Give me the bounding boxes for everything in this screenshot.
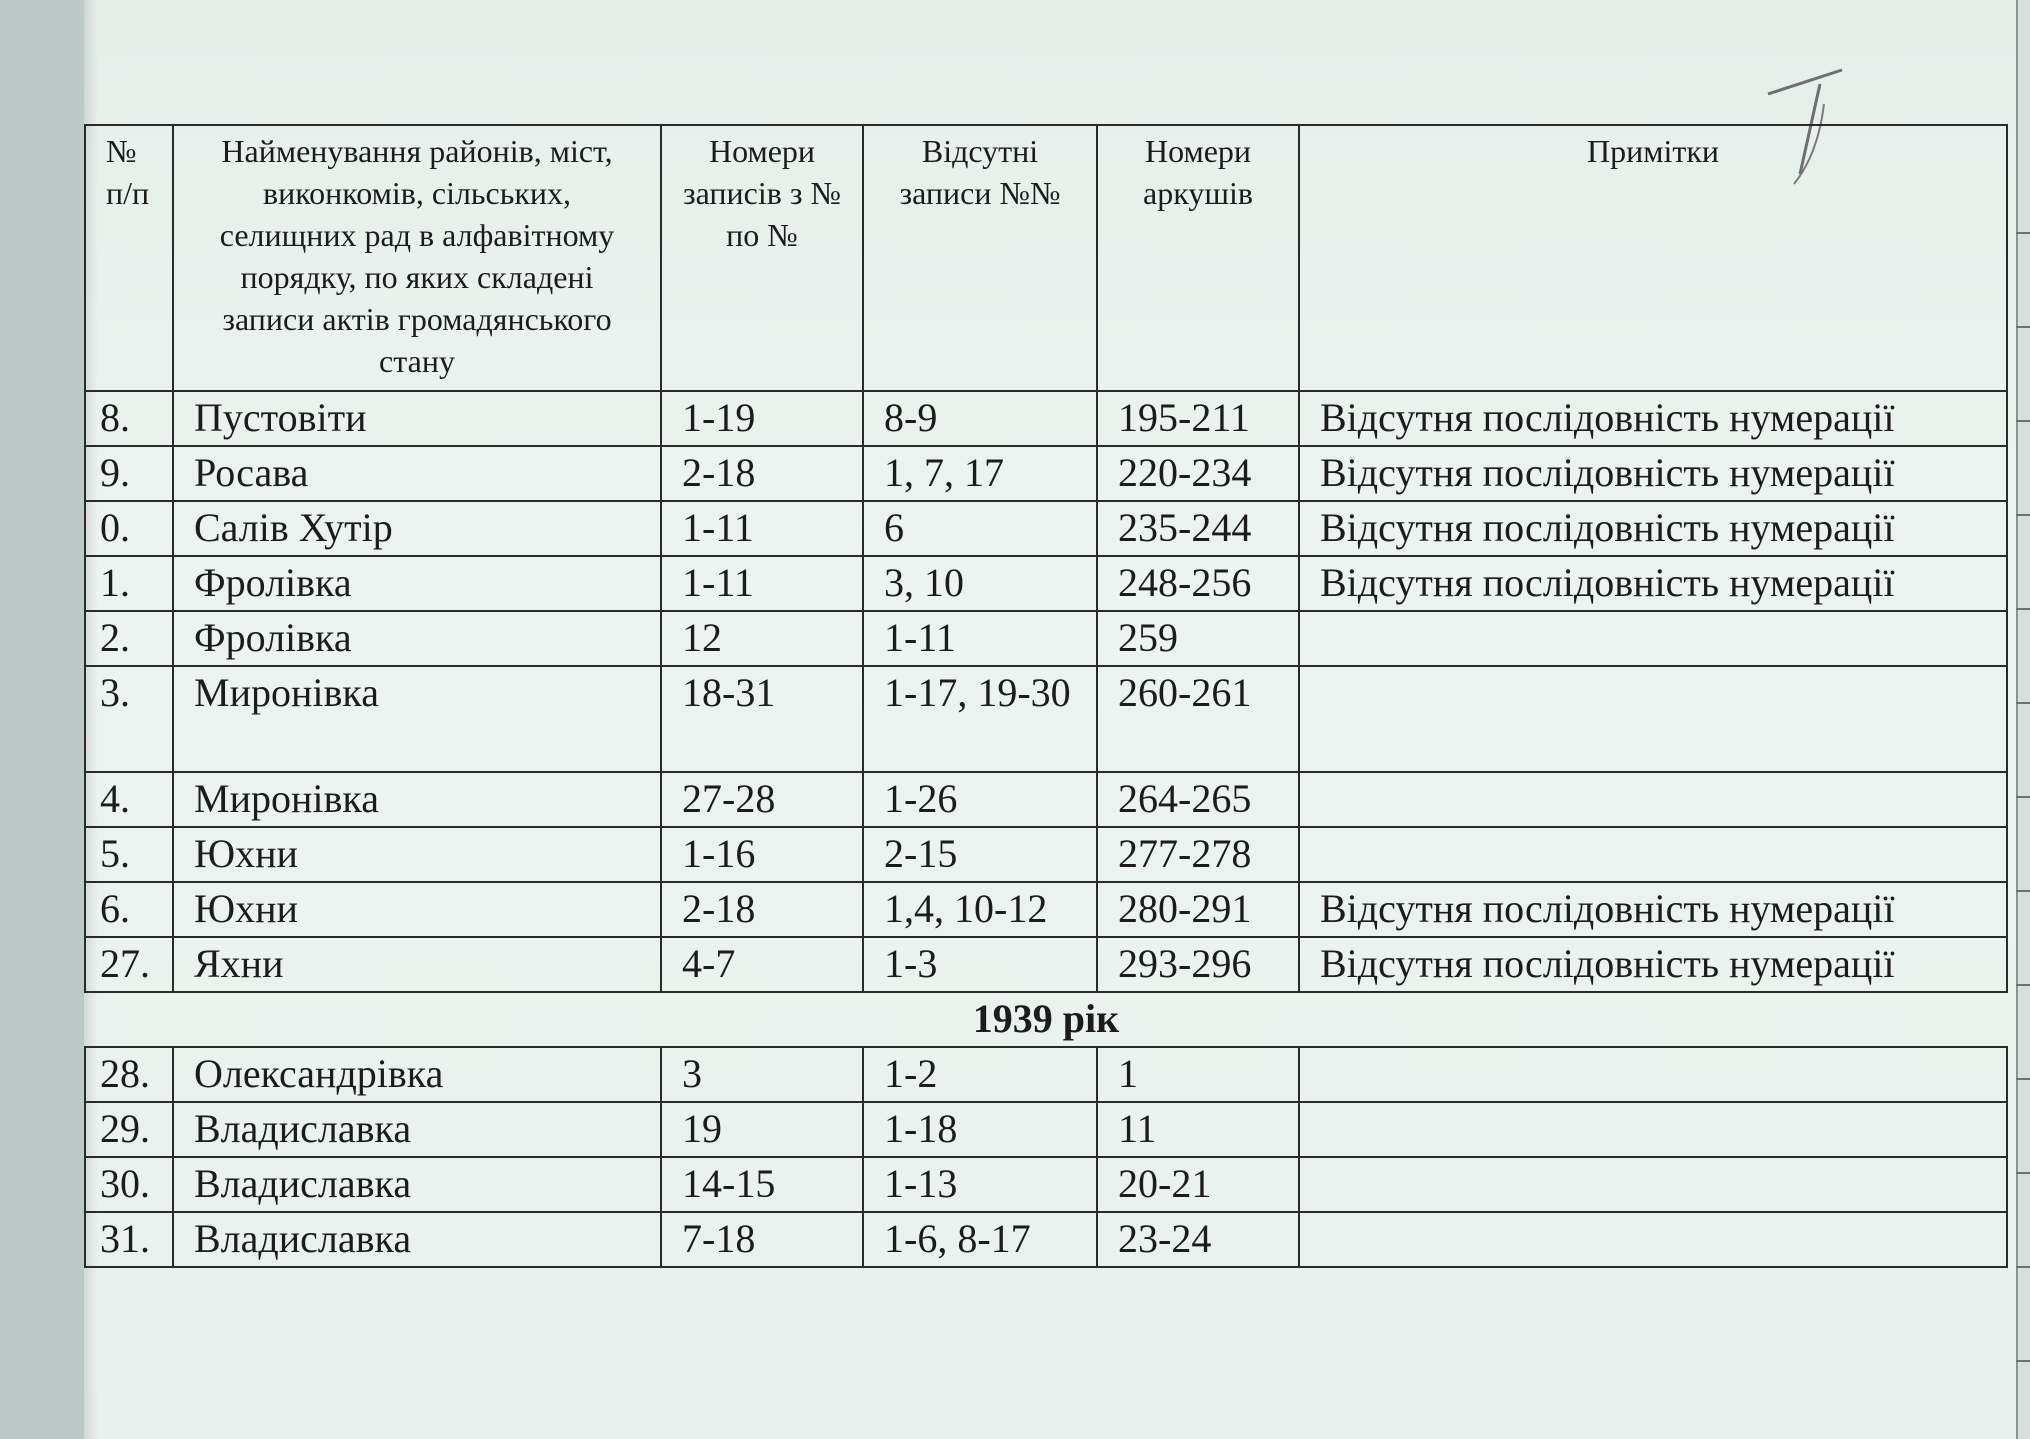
cell-note: Відсутня послідовність нумерації: [1299, 882, 2007, 937]
table-row: [85, 937, 2007, 992]
table-row: [85, 666, 2007, 772]
edge-tick: [2016, 326, 2030, 328]
table-row: [85, 611, 2007, 666]
cell-note: [1299, 827, 2007, 882]
binding-edge: [2016, 0, 2030, 1439]
cell-name: Салів Хутір: [173, 501, 661, 556]
cell-name: Юхни: [173, 882, 661, 937]
cell-number: 1.: [85, 556, 173, 611]
header-sheet-numbers: Номери аркушів: [1097, 125, 1299, 391]
cell-sheets: 195-211: [1097, 391, 1299, 446]
cell-number: 4.: [85, 772, 173, 827]
cell-number: 28.: [85, 1047, 173, 1102]
cell-sheets: 235-244: [1097, 501, 1299, 556]
cell-sheets: 259: [1097, 611, 1299, 666]
cell-missing: 1-17, 19-30: [863, 666, 1097, 772]
cell-note: [1299, 666, 2007, 772]
cell-range: 1-11: [661, 501, 863, 556]
table-row: [85, 501, 2007, 556]
cell-name: Владиславка: [173, 1102, 661, 1157]
cell-range: 12: [661, 611, 863, 666]
cell-missing: 2-15: [863, 827, 1097, 882]
edge-tick: [2016, 420, 2030, 422]
cell-note: [1299, 1102, 2007, 1157]
cell-name: Фролівка: [173, 611, 661, 666]
cell-note: Відсутня послідовність нумерації: [1299, 501, 2007, 556]
cell-range: 7-18: [661, 1212, 863, 1267]
header-name: Найменування районів, міст, виконкомів, сільських, селищних рад в алфавітному порядку, по яких складені записи актів громадянського стану: [173, 125, 661, 391]
table-row: [85, 1212, 2007, 1267]
edge-tick: [2016, 984, 2030, 986]
cell-number: 5.: [85, 827, 173, 882]
header-number: № п/п: [85, 125, 173, 391]
edge-tick: [2016, 1266, 2030, 1268]
cell-number: 6.: [85, 882, 173, 937]
cell-note: [1299, 1047, 2007, 1102]
cell-range: 4-7: [661, 937, 863, 992]
cell-name: Миронівка: [173, 666, 661, 772]
cell-name: Владиславка: [173, 1212, 661, 1267]
table-row: [85, 1047, 2007, 1102]
cell-name: Миронівка: [173, 772, 661, 827]
cell-range: 1-16: [661, 827, 863, 882]
cell-number: 31.: [85, 1212, 173, 1267]
cell-number: 9.: [85, 446, 173, 501]
table-row: [85, 882, 2007, 937]
table-row: [85, 391, 2007, 446]
edge-tick: [2016, 1172, 2030, 1174]
cell-range: 2-18: [661, 446, 863, 501]
cell-missing: 1-3: [863, 937, 1097, 992]
cell-missing: 8-9: [863, 391, 1097, 446]
cell-range: 27-28: [661, 772, 863, 827]
cell-note: [1299, 611, 2007, 666]
cell-range: 19: [661, 1102, 863, 1157]
cell-sheets: 277-278: [1097, 827, 1299, 882]
cell-note: Відсутня послідовність нумерації: [1299, 391, 2007, 446]
cell-missing: 1-18: [863, 1102, 1097, 1157]
cell-range: 18-31: [661, 666, 863, 772]
table-row: [85, 1157, 2007, 1212]
header-record-range: Номери записів з № по №: [661, 125, 863, 391]
cell-name: Владиславка: [173, 1157, 661, 1212]
cell-range: 3: [661, 1047, 863, 1102]
cell-sheets: 260-261: [1097, 666, 1299, 772]
cell-name: Пустовіти: [173, 391, 661, 446]
table-row: [85, 772, 2007, 827]
cell-sheets: 248-256: [1097, 556, 1299, 611]
cell-sheets: 11: [1097, 1102, 1299, 1157]
table-row: [85, 556, 2007, 611]
cell-missing: 1-13: [863, 1157, 1097, 1212]
cell-note: Відсутня послідовність нумерації: [1299, 446, 2007, 501]
table-row: [85, 446, 2007, 501]
cell-name: Фролівка: [173, 556, 661, 611]
cell-number: 0.: [85, 501, 173, 556]
cell-range: 1-19: [661, 391, 863, 446]
section-title: 1939 рік: [85, 992, 2007, 1047]
cell-note: [1299, 1212, 2007, 1267]
cell-missing: 1-26: [863, 772, 1097, 827]
cell-sheets: 1: [1097, 1047, 1299, 1102]
edge-tick: [2016, 1360, 2030, 1362]
cell-sheets: 20-21: [1097, 1157, 1299, 1212]
cell-name: Юхни: [173, 827, 661, 882]
cell-missing: 3, 10: [863, 556, 1097, 611]
header-missing-records: Відсутні записи №№: [863, 125, 1097, 391]
cell-number: 27.: [85, 937, 173, 992]
cell-number: 2.: [85, 611, 173, 666]
cell-note: [1299, 1157, 2007, 1212]
edge-tick: [2016, 1078, 2030, 1080]
cell-number: 3.: [85, 666, 173, 772]
cell-missing: 1,4, 10-12: [863, 882, 1097, 937]
edge-tick: [2016, 608, 2030, 610]
table-header-row: [85, 125, 2007, 391]
cell-note: [1299, 772, 2007, 827]
cell-sheets: 220-234: [1097, 446, 1299, 501]
cell-sheets: 23-24: [1097, 1212, 1299, 1267]
cell-number: 29.: [85, 1102, 173, 1157]
edge-tick: [2016, 514, 2030, 516]
cell-note: Відсутня послідовність нумерації: [1299, 556, 2007, 611]
registry-table: [84, 124, 2008, 1268]
edge-tick: [2016, 796, 2030, 798]
cell-note: Відсутня послідовність нумерації: [1299, 937, 2007, 992]
cell-missing: 1-11: [863, 611, 1097, 666]
section-row-1939: [85, 992, 2007, 1047]
cell-number: 8.: [85, 391, 173, 446]
header-notes: Примітки: [1299, 125, 2007, 391]
edge-tick: [2016, 890, 2030, 892]
cell-sheets: 280-291: [1097, 882, 1299, 937]
cell-missing: 6: [863, 501, 1097, 556]
cell-missing: 1, 7, 17: [863, 446, 1097, 501]
table-row: [85, 1102, 2007, 1157]
cell-range: 14-15: [661, 1157, 863, 1212]
cell-name: Росава: [173, 446, 661, 501]
cell-sheets: 264-265: [1097, 772, 1299, 827]
cell-range: 2-18: [661, 882, 863, 937]
cell-sheets: 293-296: [1097, 937, 1299, 992]
cell-missing: 1-2: [863, 1047, 1097, 1102]
table-row: [85, 827, 2007, 882]
cell-range: 1-11: [661, 556, 863, 611]
edge-tick: [2016, 232, 2030, 234]
cell-name: Олександрівка: [173, 1047, 661, 1102]
cell-number: 30.: [85, 1157, 173, 1212]
edge-tick: [2016, 702, 2030, 704]
cell-missing: 1-6, 8-17: [863, 1212, 1097, 1267]
cell-name: Яхни: [173, 937, 661, 992]
